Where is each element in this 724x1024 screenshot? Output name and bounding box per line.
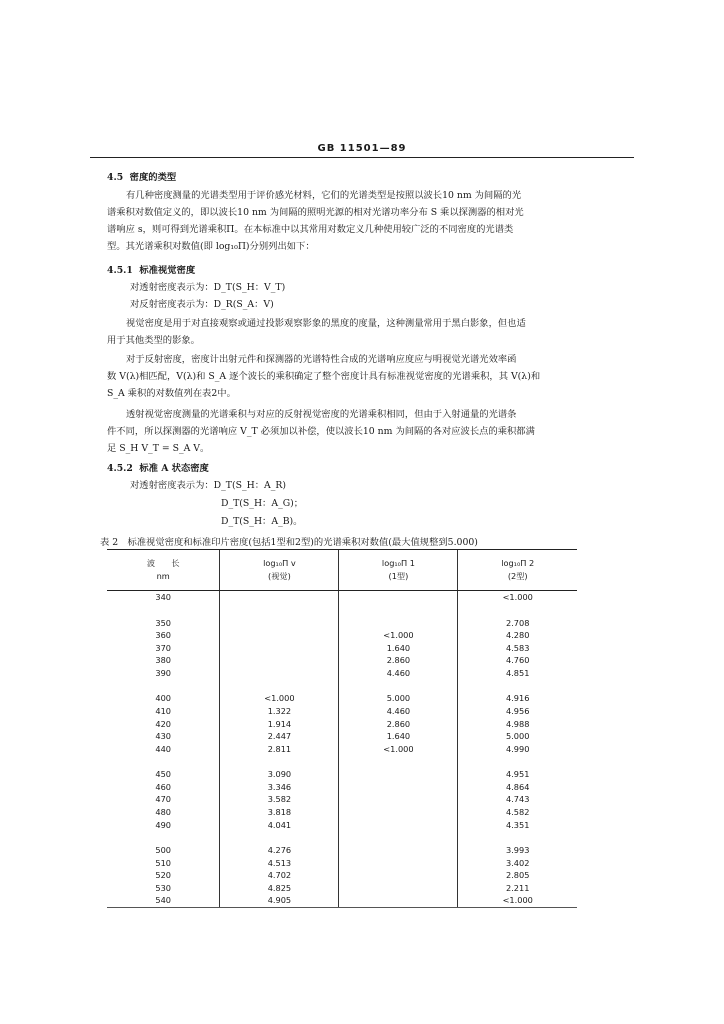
cell-type1 <box>339 755 458 768</box>
cell-type2: 4.988 <box>458 717 577 730</box>
cell-type2: 2.708 <box>458 616 577 629</box>
table-row <box>107 768 577 781</box>
paragraph-line: 有几种密度测量的光谱类型用于评价感光材料，它们的光谱类型是按照以波长10 nm 为间隔的光 <box>126 190 522 201</box>
table-caption: 表 2 标准视觉密度和标准印片密度(包括1型和2型)的光谱乘积对数值(最大值规整到5.000) <box>100 537 478 548</box>
cell-wavelength: 390 <box>155 668 172 679</box>
table-row <box>107 654 577 667</box>
table-row <box>107 881 577 894</box>
table-row <box>107 717 577 730</box>
section-4-5-heading <box>107 171 176 184</box>
table-body <box>107 591 577 908</box>
cell-wavelength: 430 <box>155 731 172 742</box>
table-spacer-row <box>107 831 577 844</box>
paragraph-line: 数 V(λ)相匹配，V(λ)和 S_A 逐个波长的乘积确定了整个密度计具有标准视觉密度的光谱乘积，其 V(λ)和 <box>107 371 541 382</box>
cell-type1: 5.000 <box>339 692 458 705</box>
table-spacer-row <box>107 604 577 617</box>
cell-wavelength <box>107 755 220 768</box>
cell-type2: 4.351 <box>458 818 577 831</box>
cell-type2: 4.760 <box>458 654 577 667</box>
cell-type2: <1.000 <box>458 894 577 907</box>
paragraph-line: 透射视觉密度测量的光谱乘积与对应的反射视觉密度的光谱乘积相同，但由于入射通量的光谱条 <box>126 409 517 420</box>
paragraph-line: 谱乘积对数值定义的，即以波长10 nm 为间隔的照明光源的相对光谱功率分布 S 乘以探测器的相对光 <box>107 207 524 218</box>
cell-type2 <box>458 604 577 617</box>
table-row <box>107 818 577 831</box>
paragraph-line: 谱响应 s，则可得到光谱乘积Π。在本标准中以其常用对数定义几种使用较广泛的不同密度的光谱类 <box>107 224 514 235</box>
cell-type1 <box>339 679 458 692</box>
paragraph-line: 对于反射密度，密度计出射元件和探测器的光谱特性合成的光谱响应度应与明视觉光谱光效率函 <box>126 354 517 365</box>
cell-type1: 2.860 <box>339 654 458 667</box>
formula-a-green: D_T(S_H：A_G)； <box>221 498 304 509</box>
table-row <box>107 781 577 794</box>
table-header-row <box>107 550 577 591</box>
cell-type2 <box>458 679 577 692</box>
cell-type2: 4.280 <box>458 629 577 642</box>
cell-type1 <box>339 793 458 806</box>
cell-type1: 4.460 <box>339 705 458 718</box>
cell-visual: 2.811 <box>220 743 339 756</box>
cell-wavelength: 510 <box>155 857 172 868</box>
cell-visual <box>220 654 339 667</box>
cell-visual <box>220 831 339 844</box>
cell-type2: 2.805 <box>458 869 577 882</box>
paragraph-line: 视觉密度是用于对直接观察或通过投影观察影象的黑度的度量，这种测量常用于黑白影象，但也适 <box>126 318 526 329</box>
page-header: GB 11501—89 <box>317 143 407 154</box>
cell-type2: 3.402 <box>458 856 577 869</box>
header-type1: log₁₀Π 1 (1型) <box>339 550 458 591</box>
cell-visual: <1.000 <box>220 692 339 705</box>
table-row <box>107 692 577 705</box>
cell-type1 <box>339 894 458 907</box>
paragraph-line: 件不同，所以探测器的光谱响应 V_T 必须加以补偿，使以波长10 nm 为间隔的各对应波长点的乘积都满 <box>107 426 535 437</box>
header-wavelength: 波 长 nm <box>107 550 220 591</box>
cell-visual: 4.276 <box>220 844 339 857</box>
cell-visual: 3.090 <box>220 768 339 781</box>
table-row <box>107 667 577 680</box>
cell-type1 <box>339 856 458 869</box>
cell-visual <box>220 616 339 629</box>
cell-wavelength: 340 <box>155 592 172 603</box>
cell-wavelength: 470 <box>155 794 172 805</box>
cell-type2: 4.864 <box>458 781 577 794</box>
cell-type2 <box>458 755 577 768</box>
cell-type1: 4.460 <box>339 667 458 680</box>
table-row <box>107 793 577 806</box>
cell-visual: 2.447 <box>220 730 339 743</box>
cell-type2: 4.990 <box>458 743 577 756</box>
header-rule <box>90 157 634 158</box>
table-row <box>107 591 577 604</box>
cell-type2: 4.743 <box>458 793 577 806</box>
cell-type1 <box>339 818 458 831</box>
cell-type1 <box>339 604 458 617</box>
cell-type1: <1.000 <box>339 743 458 756</box>
cell-type2: 4.583 <box>458 642 577 655</box>
table-row <box>107 705 577 718</box>
paragraph-line: S_A 乘积的对数值列在表2中。 <box>107 388 236 399</box>
header-visual: log₁₀Π v (视觉) <box>220 550 339 591</box>
formula-reflection: 对反射密度表示为：D_R(S_A：V) <box>130 299 274 310</box>
cell-wavelength: 450 <box>155 769 172 780</box>
cell-visual: 4.825 <box>220 881 339 894</box>
cell-type2: 2.211 <box>458 881 577 894</box>
paragraph-line: 足 S_H V_T = S_A V。 <box>107 443 210 454</box>
cell-type2: <1.000 <box>458 591 577 604</box>
cell-visual <box>220 604 339 617</box>
cell-visual: 3.818 <box>220 806 339 819</box>
cell-type1 <box>339 881 458 894</box>
section-number: 4.5.1 <box>107 265 133 276</box>
spectral-product-table <box>107 549 577 908</box>
cell-type1 <box>339 591 458 604</box>
cell-visual: 4.513 <box>220 856 339 869</box>
header-type2: log₁₀Π 2 (2型) <box>458 550 577 591</box>
formula-transmission: 对透射密度表示为：D_T(S_H：V_T) <box>130 282 286 293</box>
cell-wavelength: 490 <box>155 819 172 830</box>
cell-type2: 5.000 <box>458 730 577 743</box>
cell-type1 <box>339 844 458 857</box>
cell-wavelength: 480 <box>155 807 172 817</box>
cell-type1: 1.640 <box>339 730 458 743</box>
cell-wavelength: 440 <box>155 743 172 754</box>
cell-wavelength: 540 <box>107 894 220 907</box>
cell-type1 <box>339 616 458 629</box>
cell-type1: 1.640 <box>339 642 458 655</box>
table-row <box>107 894 577 907</box>
paragraph-line: 型。其光谱乘积对数值(即 log₁₀Π)分别列出如下： <box>107 241 315 252</box>
formula-a-blue: D_T(S_H：A_B)。 <box>221 516 303 527</box>
cell-type2: 4.582 <box>458 806 577 819</box>
cell-wavelength <box>107 831 220 844</box>
cell-wavelength <box>107 604 220 617</box>
cell-wavelength: 380 <box>155 655 172 666</box>
cell-visual <box>220 629 339 642</box>
table-row <box>107 730 577 743</box>
table-row <box>107 856 577 869</box>
cell-visual <box>220 642 339 655</box>
cell-type1: 2.860 <box>339 717 458 730</box>
cell-type1 <box>339 869 458 882</box>
table-row <box>107 616 577 629</box>
cell-visual: 3.582 <box>220 793 339 806</box>
cell-visual <box>220 591 339 604</box>
section-4-5-2-heading <box>107 462 209 475</box>
cell-type1 <box>339 831 458 844</box>
table-row <box>107 743 577 756</box>
cell-visual: 3.346 <box>220 781 339 794</box>
section-number: 4.5 <box>107 172 124 183</box>
table-row <box>107 629 577 642</box>
formula-a-red: 对透射密度表示为：D_T(S_H：A_R) <box>130 480 287 491</box>
cell-type2: 4.916 <box>458 692 577 705</box>
cell-type1 <box>339 806 458 819</box>
cell-wavelength: 530 <box>155 882 172 893</box>
cell-type1 <box>339 768 458 781</box>
table-spacer-row <box>107 679 577 692</box>
table-row <box>107 642 577 655</box>
cell-type1: <1.000 <box>339 629 458 642</box>
cell-wavelength <box>107 679 220 692</box>
section-title: 标准视觉密度 <box>139 265 196 276</box>
table-row <box>107 844 577 857</box>
cell-type2: 4.851 <box>458 667 577 680</box>
cell-wavelength: 350 <box>155 617 172 628</box>
cell-type2 <box>458 831 577 844</box>
table-row <box>107 869 577 882</box>
paragraph-line: 用于其他类型的影象。 <box>107 335 200 346</box>
table-spacer-row <box>107 755 577 768</box>
cell-type2: 4.956 <box>458 705 577 718</box>
cell-visual <box>220 679 339 692</box>
cell-wavelength: 360 <box>155 630 172 641</box>
table-row <box>107 806 577 819</box>
cell-visual: 4.905 <box>220 894 339 907</box>
cell-visual: 4.041 <box>220 818 339 831</box>
section-4-5-1-heading <box>107 264 195 277</box>
section-number: 4.5.2 <box>107 463 133 474</box>
cell-wavelength: 500 <box>155 844 172 855</box>
cell-type1 <box>339 781 458 794</box>
section-title: 密度的类型 <box>129 172 177 183</box>
cell-wavelength: 410 <box>155 706 172 717</box>
cell-wavelength: 370 <box>155 642 172 653</box>
cell-visual <box>220 667 339 680</box>
cell-wavelength: 460 <box>155 781 172 792</box>
cell-type2: 4.951 <box>458 768 577 781</box>
cell-wavelength: 420 <box>155 718 172 729</box>
cell-wavelength: 520 <box>155 870 172 881</box>
section-title: 标准 A 状态密度 <box>139 463 209 474</box>
cell-visual: 1.322 <box>220 705 339 718</box>
cell-visual: 4.702 <box>220 869 339 882</box>
cell-wavelength: 400 <box>155 693 172 704</box>
cell-type2: 3.993 <box>458 844 577 857</box>
cell-visual: 1.914 <box>220 717 339 730</box>
cell-visual <box>220 755 339 768</box>
